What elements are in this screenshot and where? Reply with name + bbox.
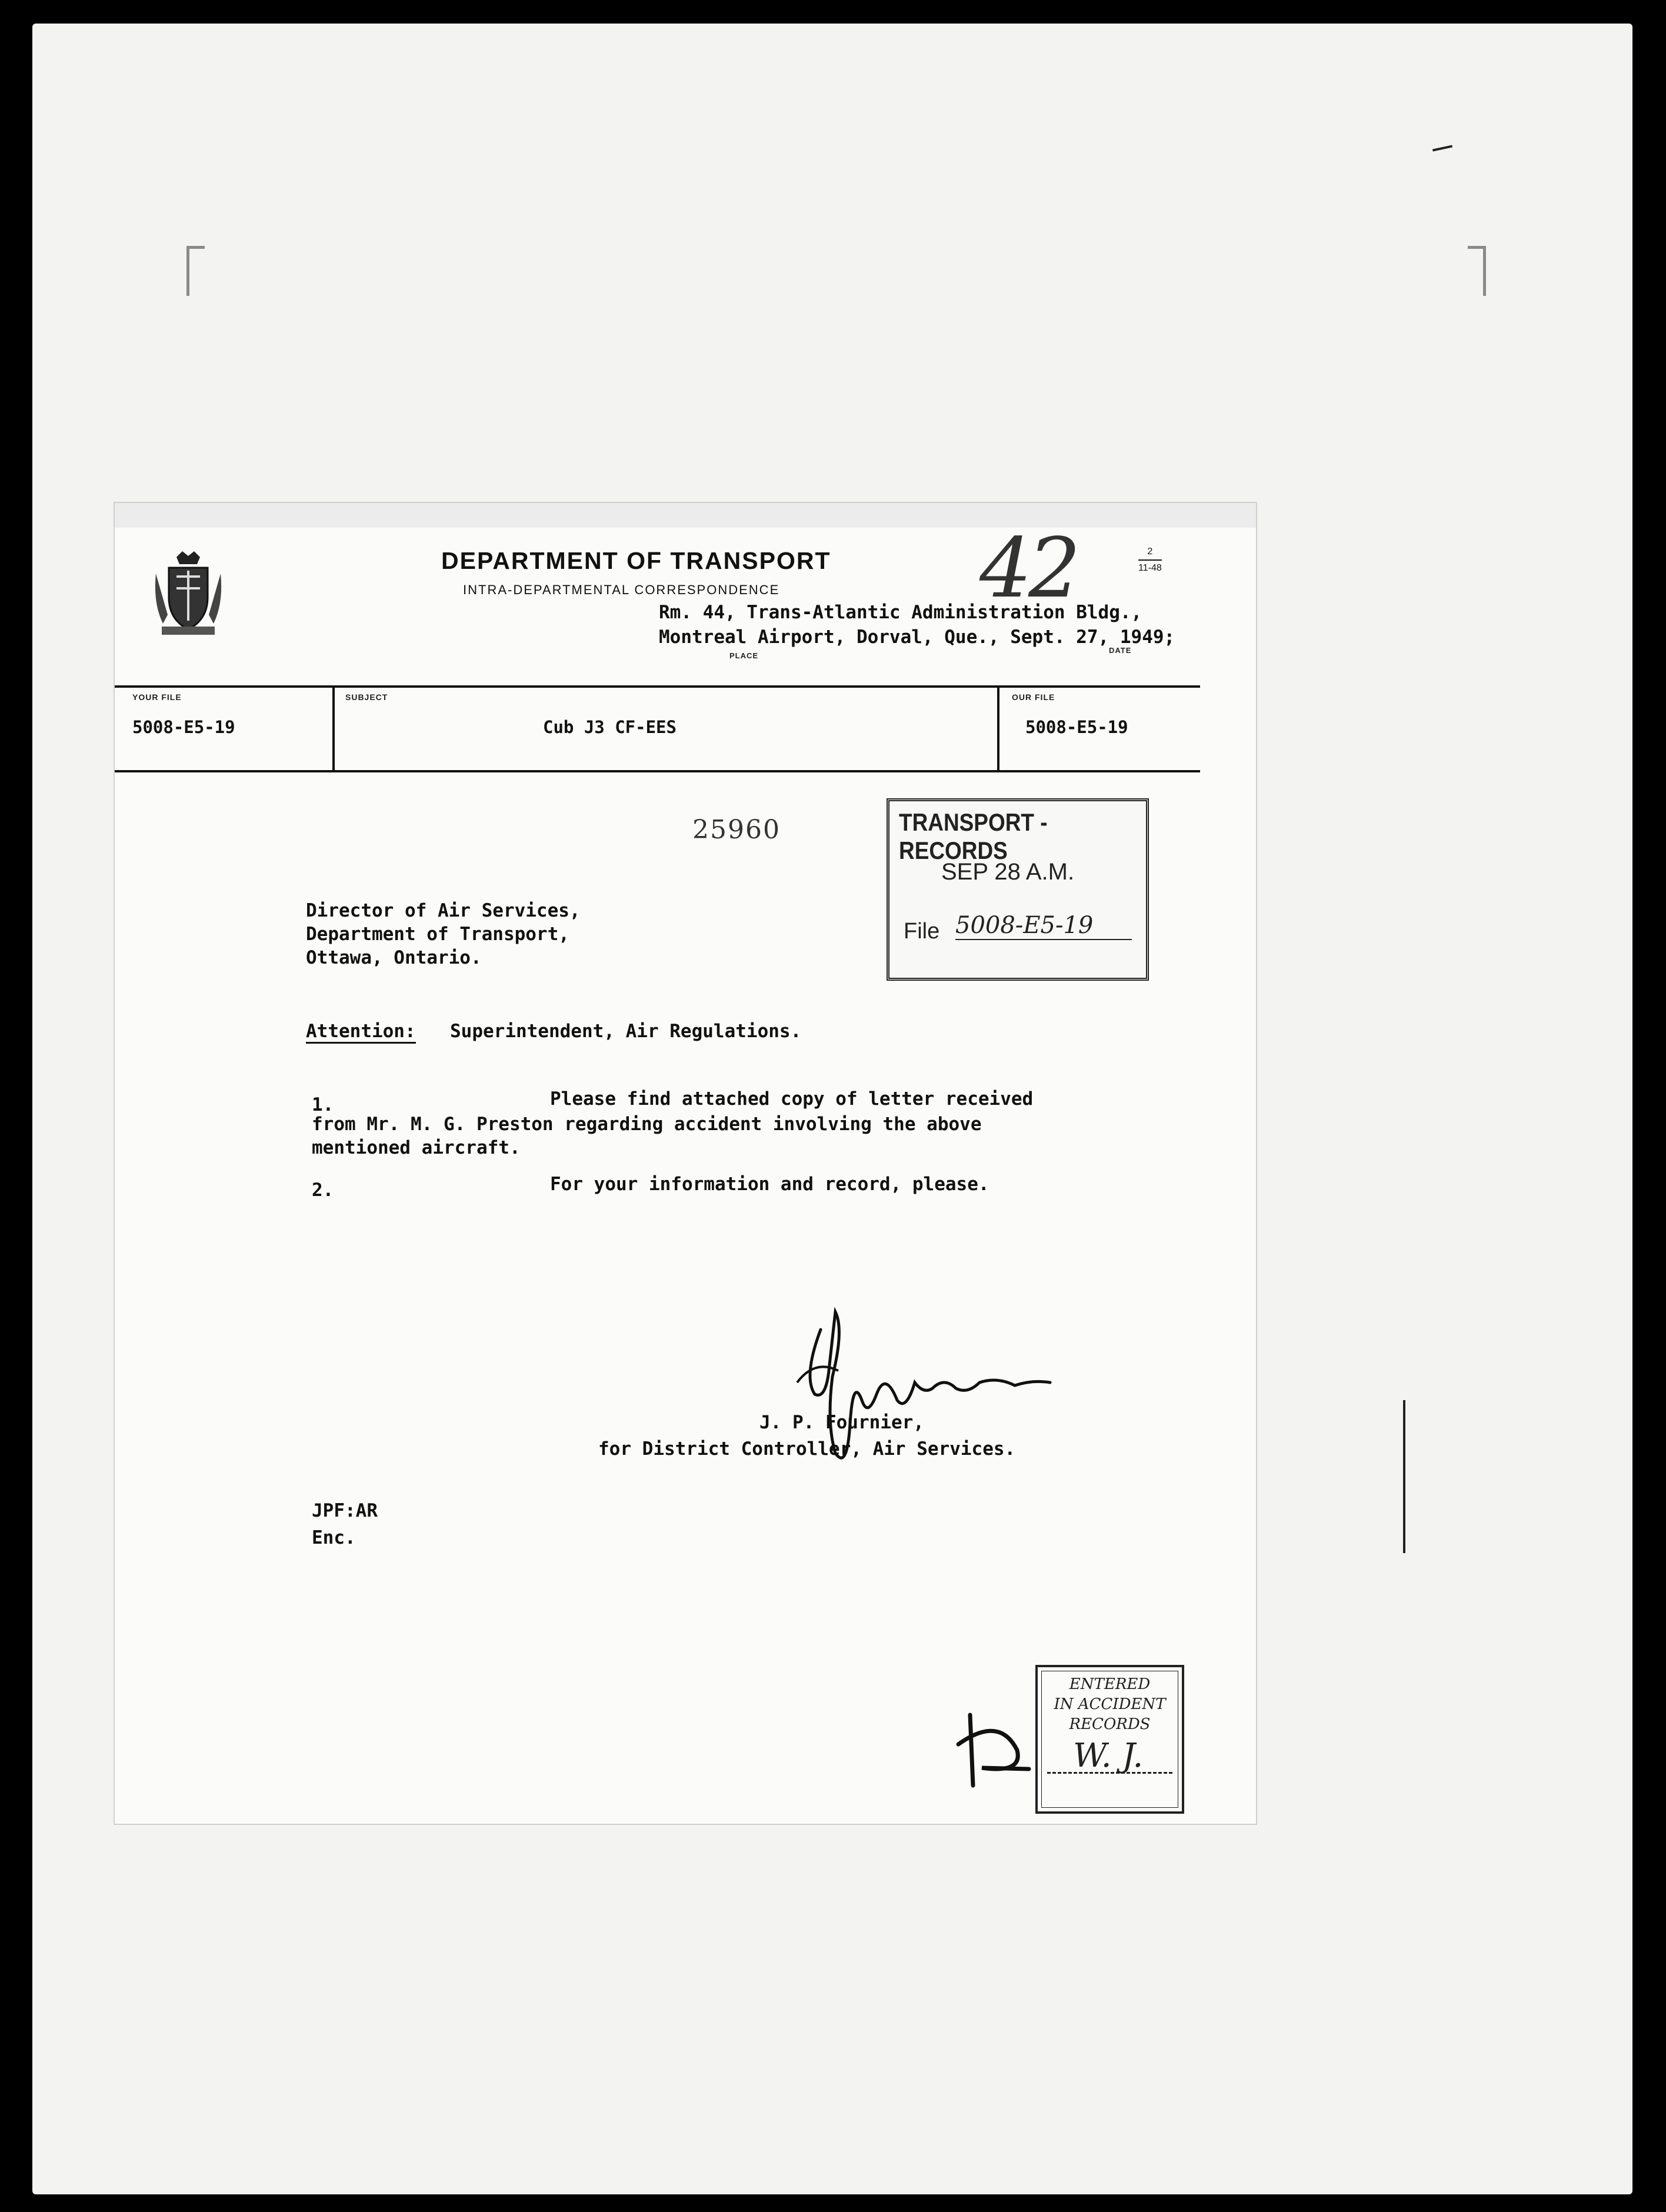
paragraph-1-number: 1.	[312, 1094, 334, 1115]
your-file-label: YOUR FILE	[132, 692, 182, 702]
form-number-bottom: 11-48	[1138, 563, 1162, 573]
signatory-title: for District Controller, Air Services.	[598, 1438, 1016, 1460]
stamp-file-label: File	[904, 919, 940, 944]
row-divider	[997, 688, 999, 770]
attention-value: Superintendent, Air Regulations.	[450, 1021, 802, 1042]
accident-stamp-signature-line	[1047, 1772, 1172, 1774]
scratch-mark	[1432, 145, 1452, 152]
memo-sheet	[115, 503, 1256, 1824]
department-title: DEPARTMENT OF TRANSPORT	[441, 547, 831, 574]
our-file-value: 5008-E5-19	[1025, 717, 1128, 737]
file-reference-row	[115, 685, 1200, 772]
stamp-date: SEP 28 A.M.	[941, 859, 1075, 885]
place-line-1: Rm. 44, Trans-Atlantic Administration Bldg.,	[659, 602, 1142, 623]
coat-of-arms-icon	[150, 550, 226, 638]
address-line-1: Director of Air Services,	[306, 900, 581, 921]
your-file-value: 5008-E5-19	[132, 717, 235, 737]
microfilm-frame	[32, 24, 1632, 2194]
accident-stamp-line-3: RECORDS	[1069, 1715, 1151, 1733]
paragraph-1-line-1: Please find attached copy of letter received	[550, 1088, 1034, 1110]
our-file-label: OUR FILE	[1012, 692, 1055, 702]
address-line-3: Ottawa, Ontario.	[306, 947, 482, 968]
enclosure-line: Enc.	[312, 1527, 356, 1548]
stamped-number: 25960	[692, 815, 781, 845]
date-label: DATE	[1109, 646, 1132, 655]
transport-records-stamp	[887, 798, 1149, 981]
handwritten-page-number: 42	[979, 521, 1078, 617]
place-line-2: Montreal Airport, Dorval, Que., Sept. 27, 1949;	[659, 627, 1175, 648]
form-number-top: 2	[1147, 547, 1153, 557]
accident-stamp-line-2: IN ACCIDENT	[1054, 1695, 1166, 1713]
signatory-name: J. P. Fournier,	[759, 1412, 924, 1433]
attention-label: Attention:	[306, 1021, 416, 1044]
paragraph-1-line-3: mentioned aircraft.	[312, 1137, 521, 1158]
subject-label: SUBJECT	[345, 692, 388, 702]
address-line-2: Department of Transport,	[306, 924, 569, 945]
accident-records-stamp	[1035, 1665, 1184, 1814]
accident-stamp-line-1: ENTERED	[1069, 1675, 1151, 1693]
correspondence-subtitle: INTRA-DEPARTMENTAL CORRESPONDENCE	[463, 582, 780, 597]
place-label: PLACE	[729, 651, 759, 660]
accident-stamp-initials: W. J.	[1073, 1737, 1144, 1775]
crop-mark-top-left	[186, 246, 205, 296]
reference-initials	[312, 1497, 378, 1551]
scratch-mark	[1403, 1400, 1405, 1553]
initials-line: JPF:AR	[312, 1500, 378, 1521]
stamp-title: TRANSPORT - RECORDS	[899, 808, 1048, 864]
stamp-file-value: 5008-E5-19	[955, 912, 1132, 940]
paragraph-1-line-2: from Mr. M. G. Preston regarding accident involving the above	[312, 1114, 982, 1135]
paragraph-2-line-1: For your information and record, please.	[550, 1174, 989, 1195]
sheet-fold	[115, 503, 1256, 528]
row-divider	[332, 688, 335, 770]
crop-mark-top-right	[1468, 246, 1486, 296]
handwritten-d-mark	[947, 1703, 1041, 1791]
form-number	[1138, 545, 1162, 575]
paragraph-2-number: 2.	[312, 1180, 334, 1201]
subject-value: Cub J3 CF-EES	[543, 717, 677, 737]
